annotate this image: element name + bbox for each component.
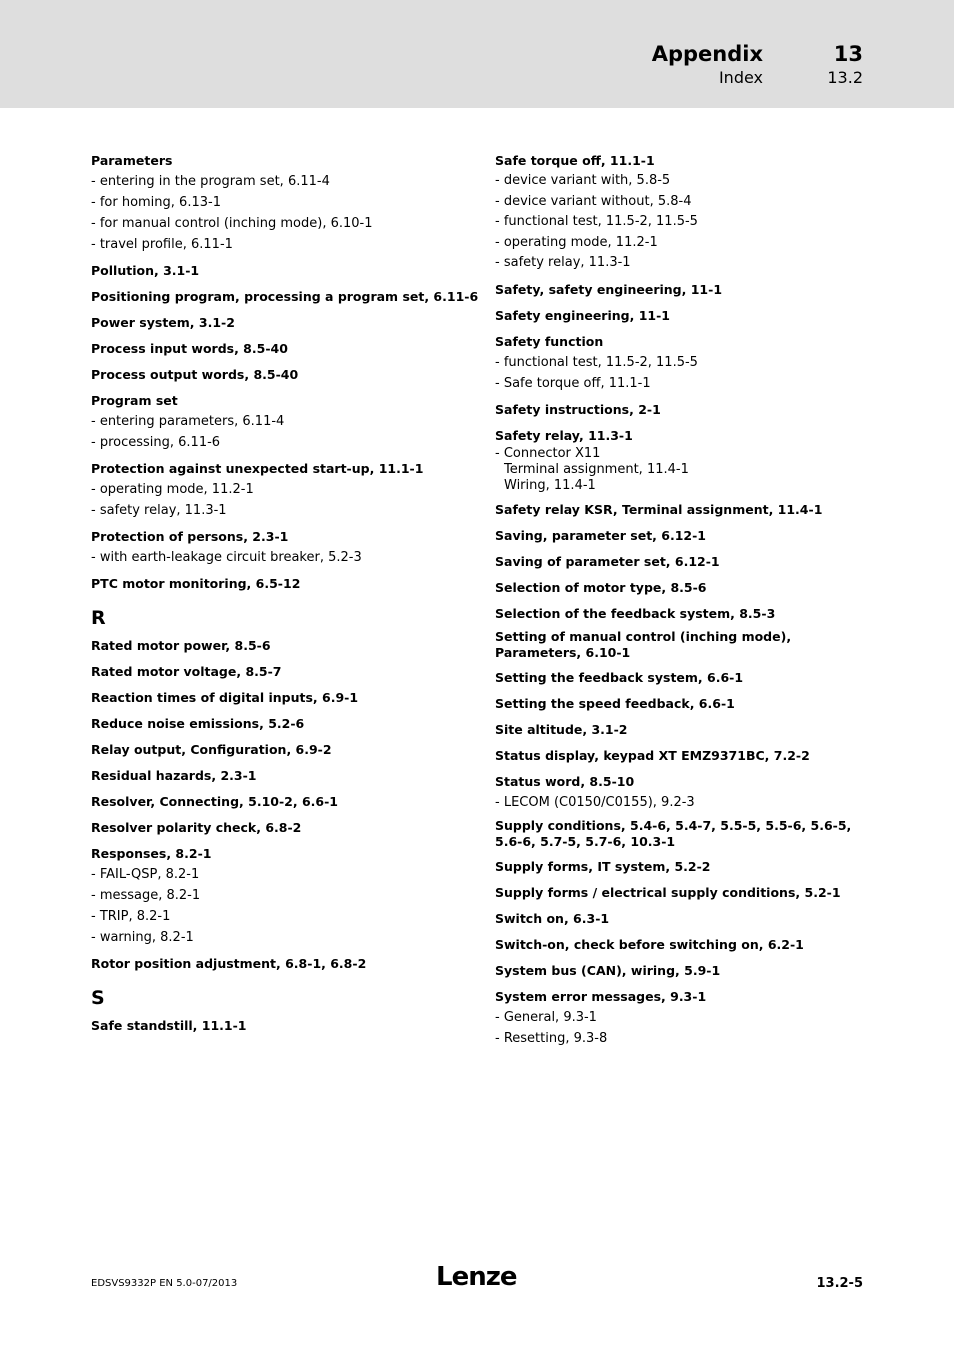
index-entry [495,551,855,572]
index-entry [495,399,855,420]
page-number: 13.2-5 [816,1276,863,1291]
index-subentry: - safety relay, 11.3-1 [91,503,227,518]
index-entry [91,364,461,385]
index-entry [495,771,855,813]
index-entry-title: Supply conditions, 5.4-6, 5.4-7, 5.5-5, 5.5-6, 5.6-5, 5.6-6, 5.7-5, 5.7-6, 10.3-1 [495,817,852,849]
index-subentry: - entering parameters, 6.11-4 [91,414,285,429]
index-entry-title: Reduce noise emissions, 5.2-6 [91,716,305,731]
index-column-right [495,150,855,1054]
index-entry [91,150,461,255]
index-subentry: - travel profile, 6.11-1 [91,237,233,252]
index-entry [495,629,855,662]
index-entry-title: Rated motor power, 8.5-6 [91,638,271,653]
index-entry [495,331,855,394]
index-entry-title: Protection of persons, 2.3-1 [91,529,289,544]
index-subentry: - entering in the program set, 6.11-4 [91,174,330,189]
index-subentry: - safety relay, 11.3-1 [495,255,631,270]
index-entry-title: Status display, keypad XT EMZ9371BC, 7.2-2 [495,747,810,763]
index-entry [91,739,461,760]
index-entry [495,719,855,740]
index-entry-title: Program set [91,393,178,408]
index-entry [91,458,461,521]
index-entry [91,286,479,307]
index-entry [495,745,855,766]
index-entry-title: Supply forms, IT system, 5.2-2 [495,858,711,874]
index-letter-heading: S [91,987,105,1009]
index-entry-title: Setting the speed feedback, 6.6-1 [495,695,735,711]
index-subentry: - message, 8.2-1 [91,888,201,903]
index-subentry: - processing, 6.11-6 [91,435,221,450]
page-header [0,0,954,108]
index-entry-title: Rotor position adjustment, 6.8-1, 6.8-2 [91,956,367,971]
index-subentry: - Safe torque off, 11.1-1 [495,375,651,391]
index-letter-heading: R [91,607,106,629]
index-entry-title: System error messages, 9.3-1 [495,988,707,1004]
index-subentry: - device variant without, 5.8-4 [495,193,692,209]
index-entry [495,818,855,851]
chapter-number: 13 [833,42,863,66]
index-subentry: - TRIP, 8.2-1 [91,909,171,924]
index-subentry: - General, 9.3-1 [495,1009,597,1025]
index-entry-title: System bus (CAN), wiring, 5.9-1 [495,962,721,978]
index-entry-title: Resolver, Connecting, 5.10-2, 6.6-1 [91,794,338,809]
index-subentry: - functional test, 11.5-2, 11.5-5 [495,354,698,370]
index-entry-title: Residual hazards, 2.3-1 [91,768,257,783]
index-entry [91,687,461,708]
index-entry [495,882,855,903]
index-subentry-continuation: Wiring, 11.4-1 [504,477,596,493]
index-entry [91,817,461,838]
index-entry [91,526,461,568]
index-column-left [91,150,479,1041]
index-subentry: - with earth-leakage circuit breaker, 5.2-3 [91,550,362,565]
index-entry [495,934,855,955]
index-subentry: - FAIL-QSP, 8.2-1 [91,867,200,882]
index-subentry: - device variant with, 5.8-5 [495,173,671,188]
index-entry-title: Selection of the feedback system, 8.5-3 [495,605,776,621]
index-entry-title: Safety instructions, 2-1 [495,401,661,417]
index-entry-title: Switch on, 6.3-1 [495,910,610,926]
index-entry [91,791,461,812]
index-entry [495,667,855,688]
index-entry [495,577,855,598]
index-subentry: - warning, 8.2-1 [91,930,194,945]
index-entry-title: Parameters [91,153,173,168]
index-entry [91,635,461,656]
index-entry-title: Selection of motor type, 8.5-6 [495,579,707,595]
index-entry-title: Protection against unexpected start-up, 11.1-1 [91,461,424,476]
index-entry [495,986,855,1049]
index-subentry: - operating mode, 11.2-1 [91,482,254,497]
index-entry [91,260,461,281]
index-entry-title: Process output words, 8.5-40 [91,367,299,382]
index-entry-title: Process input words, 8.5-40 [91,341,288,356]
index-entry [91,953,461,974]
index-entry [91,765,461,786]
index-entry-title: Setting the feedback system, 6.6-1 [495,669,744,685]
index-entry-title: Positioning program, processing a program set, 6.11-6 [91,289,479,304]
index-entry [495,960,855,981]
index-entry-title: Safety engineering, 11-1 [495,307,670,323]
index-subentry: - Resetting, 9.3-8 [495,1030,608,1046]
index-entry-title: Status word, 8.5-10 [495,773,635,789]
index-subentry: - for homing, 6.13-1 [91,195,221,210]
index-subentry: - for manual control (inching mode), 6.10-1 [91,216,373,231]
index-entry [495,279,855,300]
index-entry [495,525,855,546]
section-number: 13.2 [827,68,863,87]
index-entry-title: PTC motor monitoring, 6.5-12 [91,576,301,591]
index-entry-title: Safety relay, 11.3-1 [495,427,633,443]
index-entry [495,908,855,929]
chapter-title: Appendix [651,42,763,66]
index-subentry: - LECOM (C0150/C0155), 9.2-3 [495,794,695,810]
index-entry-title: Saving of parameter set, 6.12-1 [495,553,720,569]
index-entry-title: Safety relay KSR, Terminal assignment, 11.4-1 [495,501,823,517]
index-entry-title: Safe standstill, 11.1-1 [91,1018,247,1033]
index-subentry: - operating mode, 11.2-1 [495,234,658,250]
index-entry [495,425,855,494]
index-entry [91,390,461,453]
section-title: Index [718,68,763,87]
index-entry [91,843,461,948]
lenze-logo: Lenze [436,1262,517,1292]
index-entry-title: Responses, 8.2-1 [91,846,212,861]
index-entry [91,312,461,333]
index-entry [495,150,855,274]
index-entry [91,338,461,359]
index-entry [91,573,461,594]
index-entry [495,499,855,520]
index-entry [495,305,855,326]
index-entry-title: Setting of manual control (inching mode), Parameters, 6.10-1 [495,628,792,660]
index-entry-title: Power system, 3.1-2 [91,315,235,330]
document-id: EDSVS9332P EN 5.0-07/2013 [91,1278,238,1289]
index-entry [91,661,461,682]
index-entry-title: Safety, safety engineering, 11-1 [495,281,723,297]
index-entry [91,1015,461,1036]
index-entry [495,603,855,624]
index-subentry-continuation: Terminal assignment, 11.4-1 [504,461,689,477]
index-entry-title: Site altitude, 3.1-2 [495,721,628,737]
index-subentry: - Connector X11 [495,445,601,461]
index-entry-title: Saving, parameter set, 6.12-1 [495,527,706,543]
index-subentry: - functional test, 11.5-2, 11.5-5 [495,214,698,229]
index-entry-title: Safe torque off, 11.1-1 [495,153,655,168]
index-entry-title: Relay output, Configuration, 6.9-2 [91,742,332,757]
index-entry [495,693,855,714]
index-entry-title: Safety function [495,333,604,349]
index-entry-title: Reaction times of digital inputs, 6.9-1 [91,690,359,705]
index-entry-title: Resolver polarity check, 6.8-2 [91,820,302,835]
index-entry [495,856,855,877]
index-entry-title: Pollution, 3.1-1 [91,263,200,278]
index-entry-title: Rated motor voltage, 8.5-7 [91,664,282,679]
index-entry [91,713,461,734]
index-entry-title: Supply forms / electrical supply conditions, 5.2-1 [495,884,841,900]
index-entry-title: Switch-on, check before switching on, 6.2-1 [495,936,804,952]
